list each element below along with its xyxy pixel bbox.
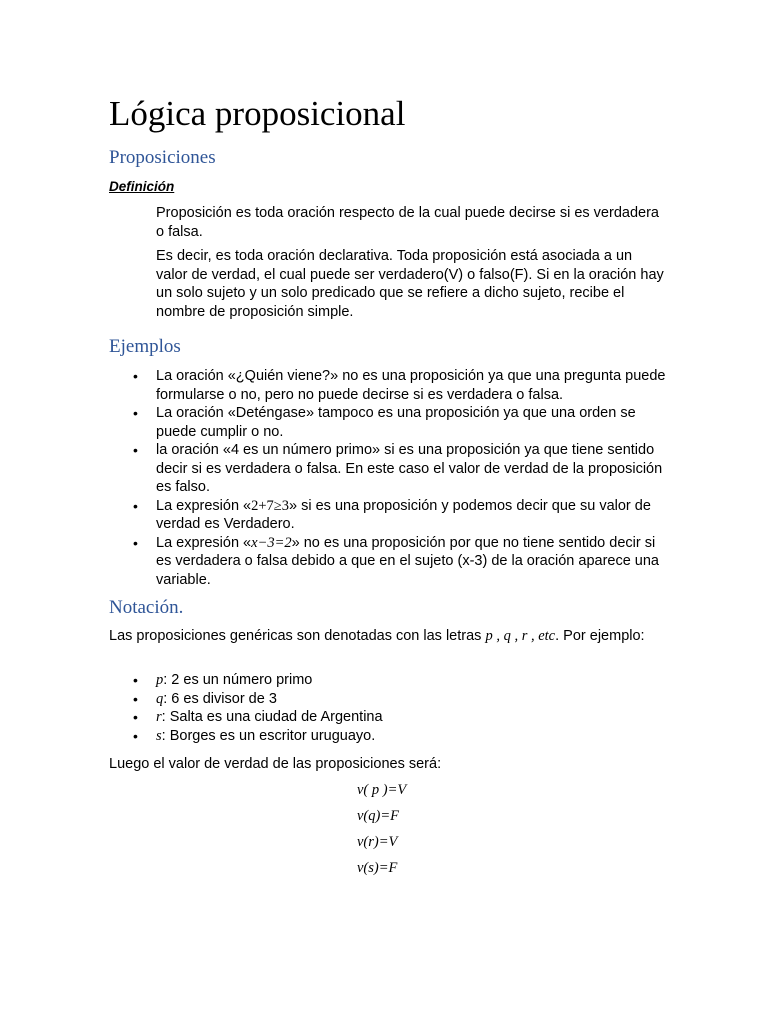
equation: v(q)=F — [357, 808, 399, 824]
notation-list — [109, 671, 669, 745]
definition-paragraph-1: Proposición es toda oración respecto de la cual puede decirse si es verdadera o falsa. — [156, 205, 659, 240]
bullet-icon: • — [133, 709, 138, 725]
definition-paragraph-2: Es decir, es toda oración declarativa. Toda proposición está asociada a un valor de verdad, el cual puede ser verdadero(V) o falso(F). Si en la oración hay un solo sujeto y un solo predicado que se refiere a dicho sujeto, recibe el nombre de proposición simple. — [156, 248, 664, 320]
list-item: • la oración «4 es un número primo» si es una proposición ya que tiene sentido decir si es verdadera o falsa. En este caso el valor de verdad de la proposición es falso. — [133, 442, 663, 495]
list-item: • La expresión «x−3=2» no es una proposición por que no tiene sentido decir si es verdadera o falsa debido a que en el sujeto (x-3) de la oración aparece una variable. — [133, 534, 659, 588]
heading-ejemplos: Ejemplos — [109, 336, 181, 357]
bullet-icon: • — [133, 368, 138, 384]
equation: v(s)=F — [357, 860, 398, 876]
bullet-icon: • — [133, 497, 138, 514]
math-expression: 2+7≥3 — [251, 497, 290, 514]
truth-equations — [357, 780, 477, 884]
math-letters: p , q , r , etc — [485, 628, 556, 644]
list-item: • r: Salta es una ciudad de Argentina — [133, 709, 383, 725]
bullet-icon: • — [133, 442, 138, 458]
list-item: • La oración «Deténgase» tampoco es una proposición ya que una orden se puede cumplir o no. — [133, 405, 636, 440]
heading-notacion: Notación. — [109, 597, 184, 618]
page-title: Lógica proposicional — [109, 94, 406, 133]
truth-value-intro: Luego el valor de verdad de las proposiciones será: — [109, 756, 442, 772]
notation-intro: Las proposiciones genéricas son denotadas con las letras p , q , r , etc. Por ejemplo: — [109, 628, 645, 644]
list-item: • La expresión «2+7≥3» si es una proposición y podemos decir que su valor de verdad es Verdadero. — [133, 497, 651, 532]
bullet-icon: • — [133, 690, 138, 707]
math-expression: x−3=2 — [251, 534, 292, 551]
bullet-icon: • — [133, 727, 138, 744]
equation: v(r)=V — [357, 834, 398, 850]
list-item: • p: 2 es un número primo — [133, 672, 313, 688]
list-item: • La oración «¿Quién viene?» no es una proposición ya que una pregunta puede formularse o no, pero no puede decirse si es verdadera o falsa. — [133, 368, 666, 403]
list-item: • q: 6 es divisor de 3 — [133, 690, 277, 707]
equation: v( p )=V — [357, 782, 407, 798]
bullet-icon: • — [133, 672, 138, 688]
bullet-icon: • — [133, 405, 138, 421]
examples-list — [109, 367, 669, 589]
list-item: • s: Borges es un escritor uruguayo. — [133, 727, 376, 744]
heading-definicion: Definición — [109, 179, 175, 194]
bullet-icon: • — [133, 534, 138, 551]
heading-proposiciones: Proposiciones — [109, 147, 216, 168]
